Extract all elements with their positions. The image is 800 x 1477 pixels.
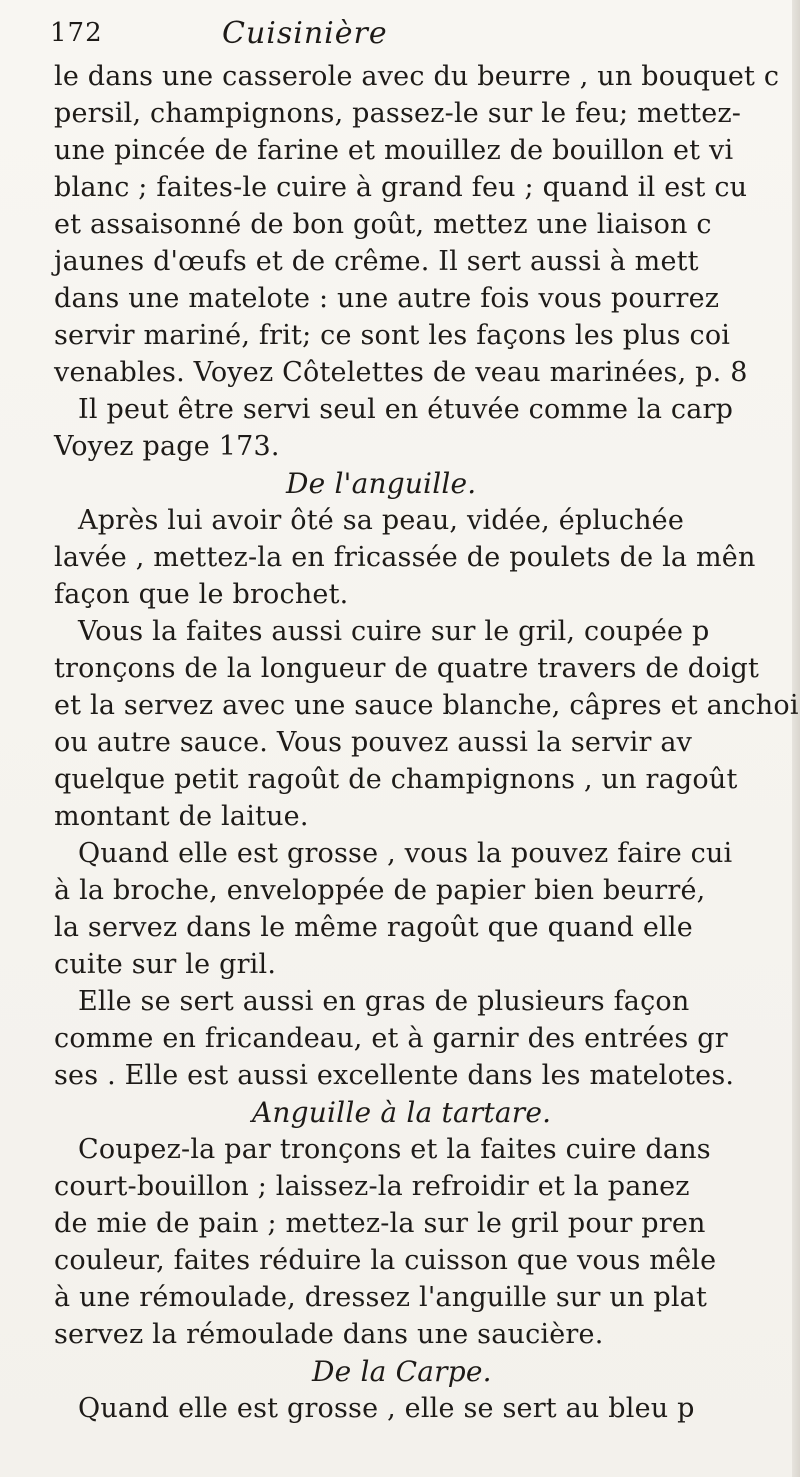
- section-heading: De l'anguille.: [286, 467, 477, 500]
- text-line: Vous la faites aussi cuire sur le gril, coupée p: [78, 616, 710, 647]
- text-line: la servez dans le même ragoût que quand elle: [54, 912, 693, 943]
- text-line: servez la rémoulade dans une saucière.: [54, 1319, 604, 1350]
- text-line: venables. Voyez Côtelettes de veau marinées, p. 8: [54, 357, 748, 388]
- text-line: à une rémoulade, dressez l'anguille sur un plat: [54, 1282, 708, 1313]
- page-edge: [792, 0, 800, 1477]
- text-line: persil, champignons, passez-le sur le feu; mettez-: [54, 98, 742, 129]
- text-line: Voyez page 173.: [54, 431, 280, 462]
- text-line: Coupez-la par tronçons et la faites cuire dans: [78, 1134, 711, 1165]
- text-line: lavée , mettez-la en fricassée de poulets de la mên: [54, 542, 756, 573]
- text-line: couleur, faites réduire la cuisson que vous mêle: [54, 1245, 717, 1276]
- text-line: Elle se sert aussi en gras de plusieurs façon: [78, 986, 690, 1017]
- text-line: tronçons de la longueur de quatre travers de doigt: [54, 653, 760, 684]
- text-line: Quand elle est grosse , vous la pouvez faire cui: [78, 838, 733, 869]
- text-line: comme en fricandeau, et à garnir des entrées gr: [54, 1023, 728, 1054]
- text-line: Quand elle est grosse , elle se sert au bleu p: [78, 1393, 695, 1424]
- text-line: quelque petit ragoût de champignons , un ragoût: [54, 764, 738, 795]
- text-line: et la servez avec une sauce blanche, câpres et anchoi: [54, 690, 799, 721]
- text-line: ou autre sauce. Vous pouvez aussi la servir av: [54, 727, 693, 758]
- text-line: cuite sur le gril.: [54, 949, 277, 980]
- text-line: ses . Elle est aussi excellente dans les matelotes.: [54, 1060, 735, 1091]
- text-line: une pincée de farine et mouillez de bouillon et vi: [54, 135, 734, 166]
- text-line: servir mariné, frit; ce sont les façons les plus coi: [54, 320, 731, 351]
- text-line: jaunes d'œufs et de crême. Il sert aussi à mett: [54, 246, 699, 277]
- text-line: Après lui avoir ôté sa peau, vidée, épluchée: [78, 505, 685, 536]
- section-heading: De la Carpe.: [312, 1355, 492, 1388]
- text-line: Il peut être servi seul en étuvée comme la carp: [78, 394, 734, 425]
- text-line: de mie de pain ; mettez-la sur le gril pour pren: [54, 1208, 706, 1239]
- text-line: blanc ; faites-le cuire à grand feu ; quand il est cu: [54, 172, 748, 203]
- text-line: à la broche, enveloppée de papier bien beurré,: [54, 875, 706, 906]
- text-line: façon que le brochet.: [54, 579, 349, 610]
- text-line: le dans une casserole avec du beurre , un bouquet c: [54, 61, 780, 92]
- running-title: Cuisinière: [222, 16, 388, 51]
- section-heading: Anguille à la tartare.: [252, 1096, 552, 1129]
- text-line: court-bouillon ; laissez-la refroidir et la panez: [54, 1171, 690, 1202]
- page-header: [50, 18, 790, 58]
- text-line: montant de laitue.: [54, 801, 309, 832]
- text-line: dans une matelote : une autre fois vous pourrez: [54, 283, 720, 314]
- text-line: et assaisonné de bon goût, mettez une liaison c: [54, 209, 712, 240]
- page-number: 172: [50, 18, 103, 48]
